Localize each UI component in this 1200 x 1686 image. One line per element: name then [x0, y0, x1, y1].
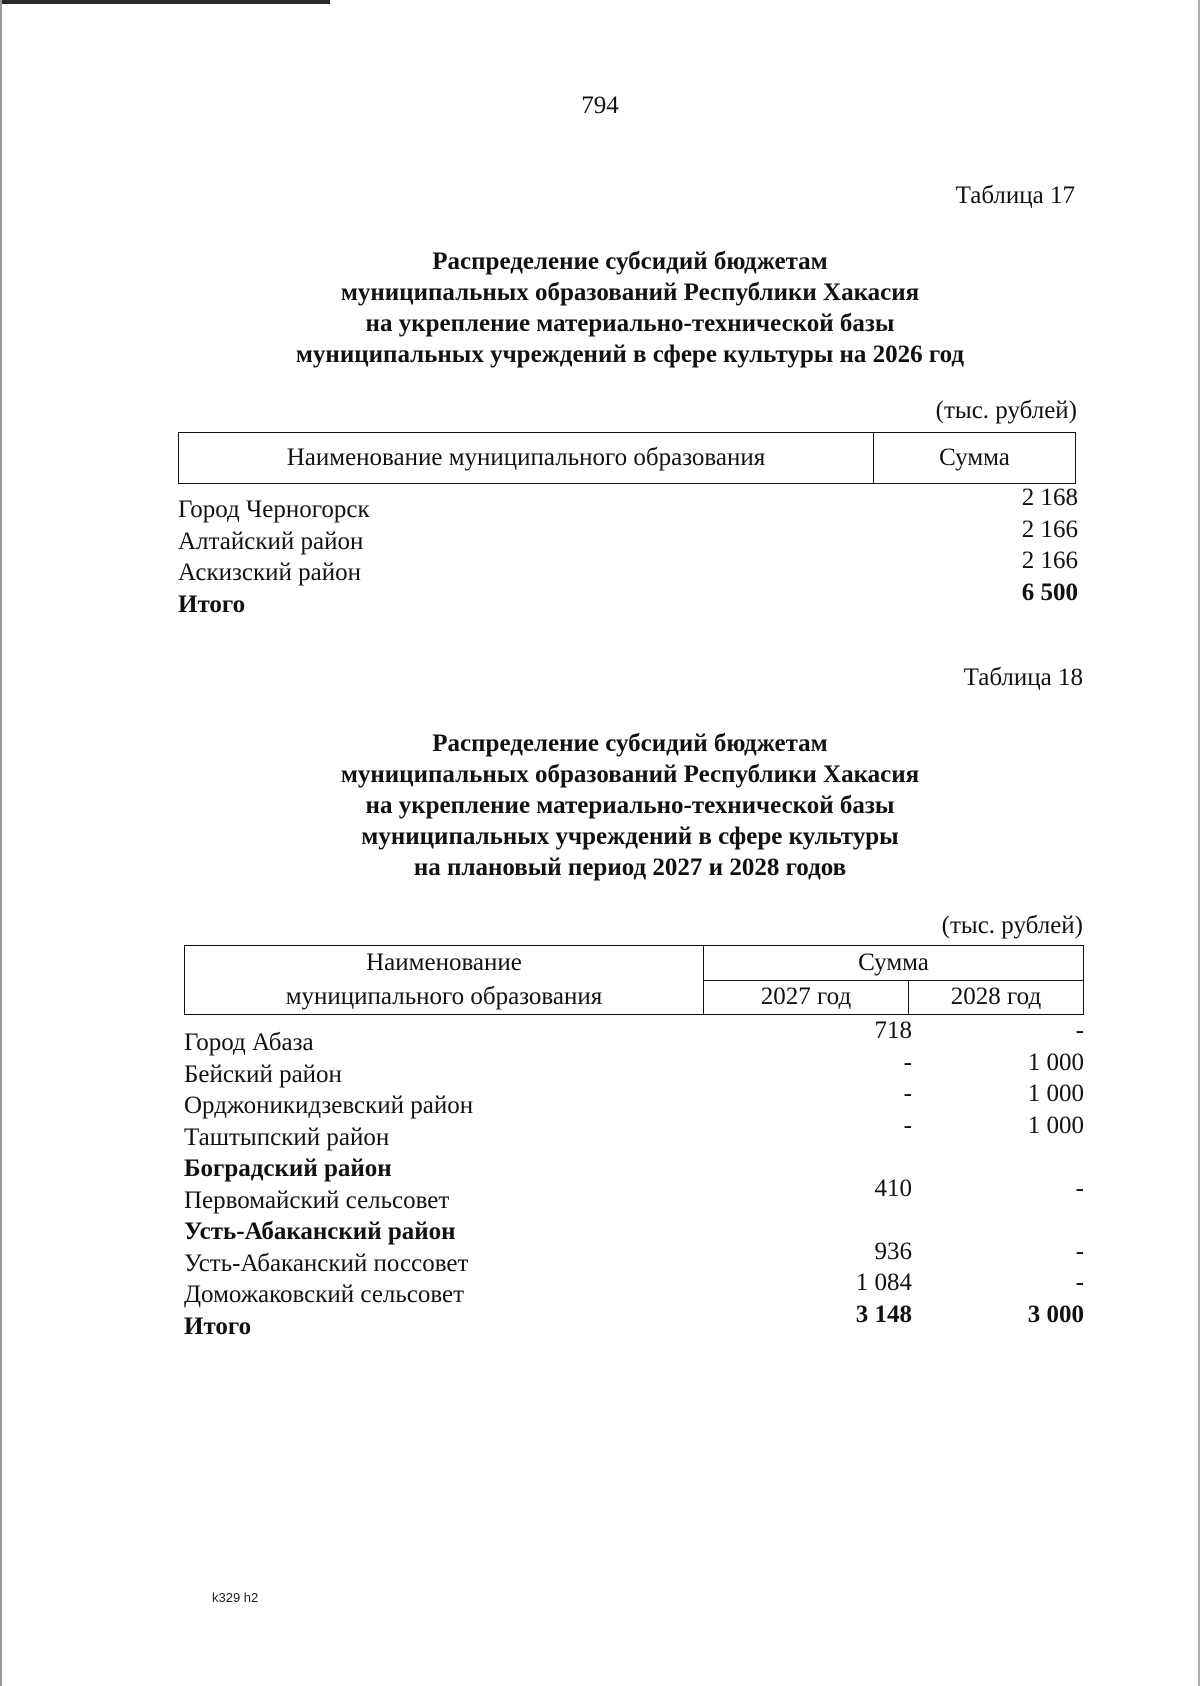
table-17-label: Таблица 17	[955, 182, 1075, 209]
row-name: Город Черногорск	[178, 496, 370, 523]
column-header-name: Наименование муниципального образования	[179, 433, 874, 484]
column-header-2027: 2027 год	[704, 980, 909, 1015]
table-row	[184, 1080, 1084, 1119]
row-value-2027: -	[903, 1111, 912, 1139]
column-header-name-line: Наименование	[366, 949, 522, 976]
table-18-heading	[30, 728, 1200, 883]
row-name: Усть-Абаканский поссовет	[184, 1249, 469, 1277]
heading-line: муниципальных образований Республики Хакасия	[340, 761, 920, 788]
table-row	[184, 1269, 1084, 1308]
row-value-2028: -	[1075, 1174, 1084, 1202]
scan-edge-top	[0, 0, 330, 4]
row-name: Первомайский сельсовет	[184, 1186, 450, 1214]
heading-line: на укрепление материально-технической базы	[365, 792, 895, 819]
total-label: Итого	[184, 1312, 252, 1340]
group-heading: Боградский район	[184, 1155, 392, 1182]
group-heading-row	[184, 1212, 1084, 1244]
table-row	[184, 1017, 1084, 1056]
row-name: Аскизский район	[178, 559, 362, 586]
row-name: Алтайский район	[178, 527, 364, 555]
heading-line: муниципальных образований Республики Хакасия	[340, 279, 920, 306]
row-value: 2 166	[1021, 547, 1078, 574]
row-value-2027: -	[903, 1048, 912, 1076]
total-label: Итого	[178, 590, 246, 618]
column-header-name-line: муниципального образования	[285, 983, 603, 1010]
row-value-2028: 1 000	[1027, 1111, 1084, 1139]
table-18-header	[184, 945, 1084, 1015]
row-value-2028: -	[1075, 1017, 1084, 1044]
row-value: 2 166	[1021, 515, 1078, 543]
table-row	[184, 1111, 1084, 1151]
row-name: Город Абаза	[184, 1029, 314, 1056]
row-value-2028: -	[1075, 1237, 1084, 1265]
table-17-body	[178, 484, 1078, 618]
column-header-2028: 2028 год	[909, 980, 1084, 1015]
heading-line: муниципальных учреждений в сфере культуры	[361, 823, 899, 850]
column-header-sum: Сумма	[874, 433, 1076, 484]
total-value: 6 500	[1021, 578, 1078, 606]
table-row	[178, 484, 1078, 523]
table-17-heading	[30, 246, 1200, 370]
footer-code: k329 h2	[212, 1590, 259, 1605]
group-heading: Усть-Абаканский район	[184, 1218, 456, 1245]
table-row	[178, 515, 1078, 555]
table-row	[184, 1048, 1084, 1088]
row-value-2027: -	[903, 1080, 912, 1107]
row-value-2027: 1 084	[855, 1269, 912, 1296]
table-row	[184, 1174, 1084, 1214]
total-value-2027: 3 148	[855, 1300, 912, 1328]
row-name: Доможаковский сельсовет	[184, 1281, 465, 1308]
total-row	[184, 1300, 1084, 1340]
table-17-header	[178, 432, 1076, 484]
group-heading-row	[184, 1149, 1084, 1181]
row-value-2028: -	[1075, 1269, 1084, 1296]
table-row	[178, 547, 1078, 586]
row-name: Таштыпский район	[184, 1123, 390, 1151]
heading-line: на плановый период 2027 и 2028 годов	[413, 854, 847, 881]
row-value-2028: 1 000	[1027, 1048, 1084, 1076]
table-row	[184, 1237, 1084, 1277]
table-18-label: Таблица 18	[963, 664, 1083, 691]
row-value-2027: 936	[874, 1237, 912, 1265]
column-header-sum: Сумма	[704, 946, 1084, 981]
units-label: (тыс. рублей)	[941, 912, 1083, 939]
column-header-name	[185, 946, 704, 1015]
heading-line: Распределение субсидий бюджетам	[432, 248, 828, 275]
row-value-2027: 410	[874, 1174, 912, 1202]
table-18-body	[184, 1017, 1084, 1340]
scan-edge-left	[0, 0, 2, 1686]
total-value-2028: 3 000	[1027, 1300, 1084, 1328]
total-row	[178, 578, 1078, 618]
row-value: 2 168	[1021, 484, 1078, 511]
row-name: Бейский район	[184, 1060, 342, 1088]
row-name: Орджоникидзевский район	[184, 1092, 474, 1119]
units-label: (тыс. рублей)	[935, 397, 1077, 424]
page-number: 794	[581, 92, 619, 119]
row-value-2027: 718	[874, 1017, 912, 1044]
heading-line: на укрепление материально-технической базы	[365, 310, 895, 337]
row-value-2028: 1 000	[1027, 1080, 1084, 1107]
heading-line: муниципальных учреждений в сфере культуры на 2026 год	[295, 341, 965, 368]
heading-line: Распределение субсидий бюджетам	[432, 730, 828, 757]
